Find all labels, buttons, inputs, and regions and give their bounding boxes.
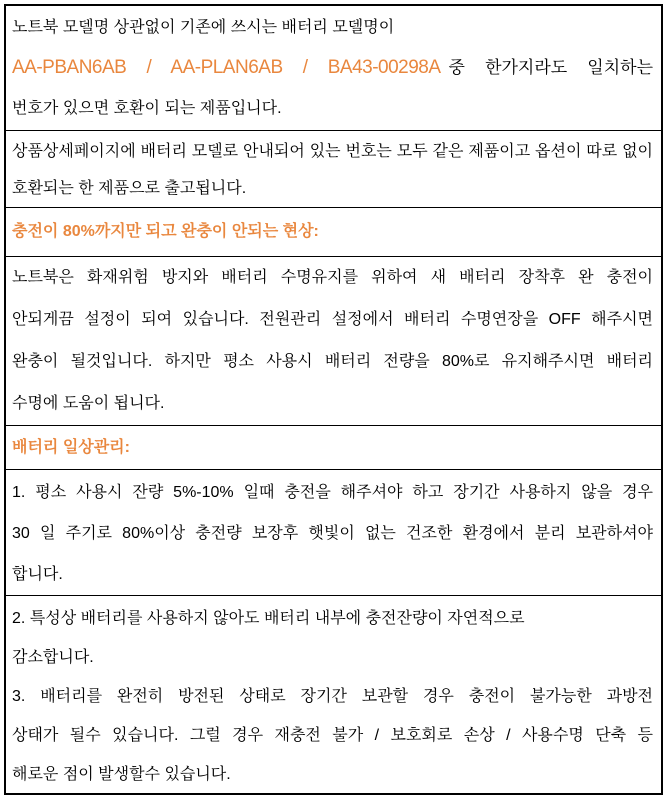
care-item-2-line-1: 2. 특성상 배터리를 사용하지 않아도 배터리 내부에 충전잔량이 자연적으로	[12, 610, 525, 627]
battery-model-numbers: AA-PBAN6AB / AA-PLAN6AB / BA43-00298A	[12, 57, 441, 78]
info-table	[4, 4, 663, 795]
section-model-compatibility	[6, 6, 661, 131]
section-shipping-note	[6, 131, 661, 208]
charging-limit-header: 충전이 80%까지만 되고 완충이 안되는 현상:	[12, 223, 319, 240]
charging-explanation-line-3: 완충이 될것입니다. 하지만 평소 사용시 배터리 전량을 80%로 유지해주시면 배터리	[12, 353, 653, 370]
care-item-3-line-3: 해로운 점이 발생할수 있습니다.	[12, 766, 231, 783]
section-header-daily-care	[6, 426, 661, 470]
shipping-note-line-2: 호환되는 한 제품으로 출고됩니다.	[12, 180, 247, 197]
model-numbers-line	[12, 48, 653, 89]
section-care-items-2-3	[6, 596, 661, 791]
section-charging-explanation	[6, 257, 661, 426]
section-care-item-1	[6, 470, 661, 596]
charging-explanation-line-4: 수명에 도움이 됩니다.	[12, 395, 165, 412]
care-item-1-line-1: 1. 평소 사용시 잔량 5%-10% 일때 충전을 해주셔야 하고 장기간 사용하지 않을 경우	[12, 484, 653, 501]
care-item-3-line-2: 상태가 될수 있습니다. 그럴 경우 재충전 불가 / 보호회로 손상 / 사용수명 단축 등	[12, 727, 653, 744]
model-numbers-suffix: 중 한가지라도 일치하는	[448, 58, 653, 77]
charging-explanation-line-1: 노트북은 화재위험 방지와 배터리 수명유지를 위하여 새 배터리 장착후 완 충전이	[12, 269, 653, 286]
care-item-3-line-1: 3. 배터리를 완전히 방전된 상태로 장기간 보관할 경우 충전이 불가능한 과방전	[12, 688, 653, 705]
daily-care-header: 배터리 일상관리:	[12, 439, 130, 456]
section-header-charging-limit	[6, 208, 661, 257]
compatibility-intro-line: 노트북 모델명 상관없이 기존에 쓰시는 배터리 모델명이	[12, 19, 395, 36]
care-item-2-line-2: 감소합니다.	[12, 649, 94, 666]
compatibility-closing-line: 번호가 있으면 호환이 되는 제품입니다.	[12, 100, 282, 117]
charging-explanation-line-2: 안되게끔 설정이 되여 있습니다. 전원관리 설정에서 배터리 수명연장을 OFF 해주시면	[12, 311, 653, 328]
care-item-1-line-3: 합니다.	[12, 566, 63, 583]
shipping-note-line-1: 상품상세페이지에 배터리 모델로 안내되어 있는 번호는 모두 같은 제품이고 옵션이 따로 없이	[12, 143, 653, 160]
care-item-1-line-2: 30 일 주기로 80%이상 충전량 보장후 햇빛이 없는 건조한 환경에서 분리 보관하셔야	[12, 525, 653, 542]
